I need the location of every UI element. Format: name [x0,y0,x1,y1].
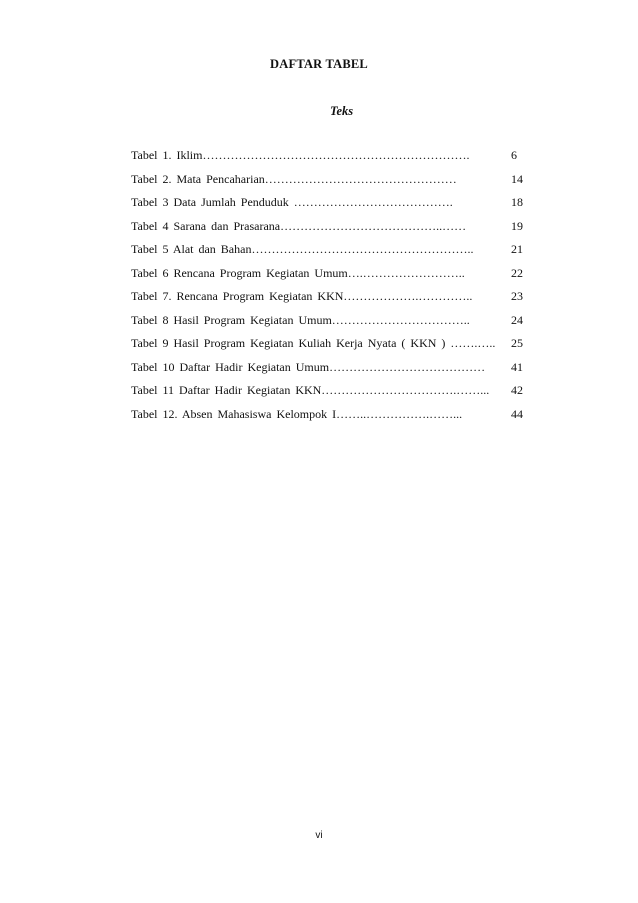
toc-entry-page: 22 [511,265,523,280]
toc-entry [131,407,529,431]
toc-entry-page: 42 [511,383,523,397]
toc-entry-label: Tabel 2. Mata Pencaharian………………………………………… [131,171,457,186]
toc-entry-label: Tabel 7. Rencana Program Kegiatan KKN……………….………….. [131,289,473,303]
toc-entry [131,148,529,172]
toc-entry [131,289,529,313]
page-number: vi [315,830,323,841]
toc-entry-label: Tabel 9 Hasil Program Kegiatan Kuliah Kerja Nyata ( KKN ) …….….. [131,336,496,350]
toc-entry-page: 24 [511,312,523,327]
toc-entry-page: 25 [511,336,523,350]
toc-entry-page: 6 [511,148,517,162]
toc-entry-label: Tabel 1. Iklim…………………………………………………………. [131,148,470,162]
toc-entry-label: Tabel 12. Absen Mahasiswa Kelompok I……..…………….……... [131,406,463,421]
table-of-contents [131,148,529,430]
toc-entry-page: 41 [511,359,523,374]
toc-entry [131,219,529,243]
toc-entry [131,195,529,219]
toc-entry [131,336,529,360]
page-title: DAFTAR TABEL [270,57,368,71]
toc-entry-page: 14 [511,171,523,186]
toc-entry [131,242,529,266]
toc-entry-label: Tabel 11 Daftar Hadir Kegiatan KKN…………………………….……... [131,383,490,397]
toc-entry-label: Tabel 5 Alat dan Bahan……………………………………………….. [131,242,474,256]
toc-entry [131,383,529,407]
section-subtitle: Teks [330,104,354,118]
toc-entry-label: Tabel 6 Rencana Program Kegiatan Umum….…………………….. [131,265,465,280]
toc-entry [131,360,529,384]
toc-entry-label: Tabel 4 Sarana dan Prasarana…………………………………..…… [131,218,467,233]
toc-entry-page: 23 [511,289,523,303]
toc-entry-page: 18 [511,195,523,209]
toc-entry-page: 44 [511,406,523,421]
toc-entry [131,172,529,196]
toc-entry-label: Tabel 3 Data Jumlah Penduduk …………………………………. [131,195,453,209]
toc-entry [131,313,529,337]
toc-entry-page: 19 [511,218,523,233]
toc-entry-page: 21 [511,242,523,256]
toc-entry-label: Tabel 8 Hasil Program Kegiatan Umum…………………………….. [131,312,470,327]
toc-entry [131,266,529,290]
toc-entry-label: Tabel 10 Daftar Hadir Kegiatan Umum………………………………… [131,359,486,374]
